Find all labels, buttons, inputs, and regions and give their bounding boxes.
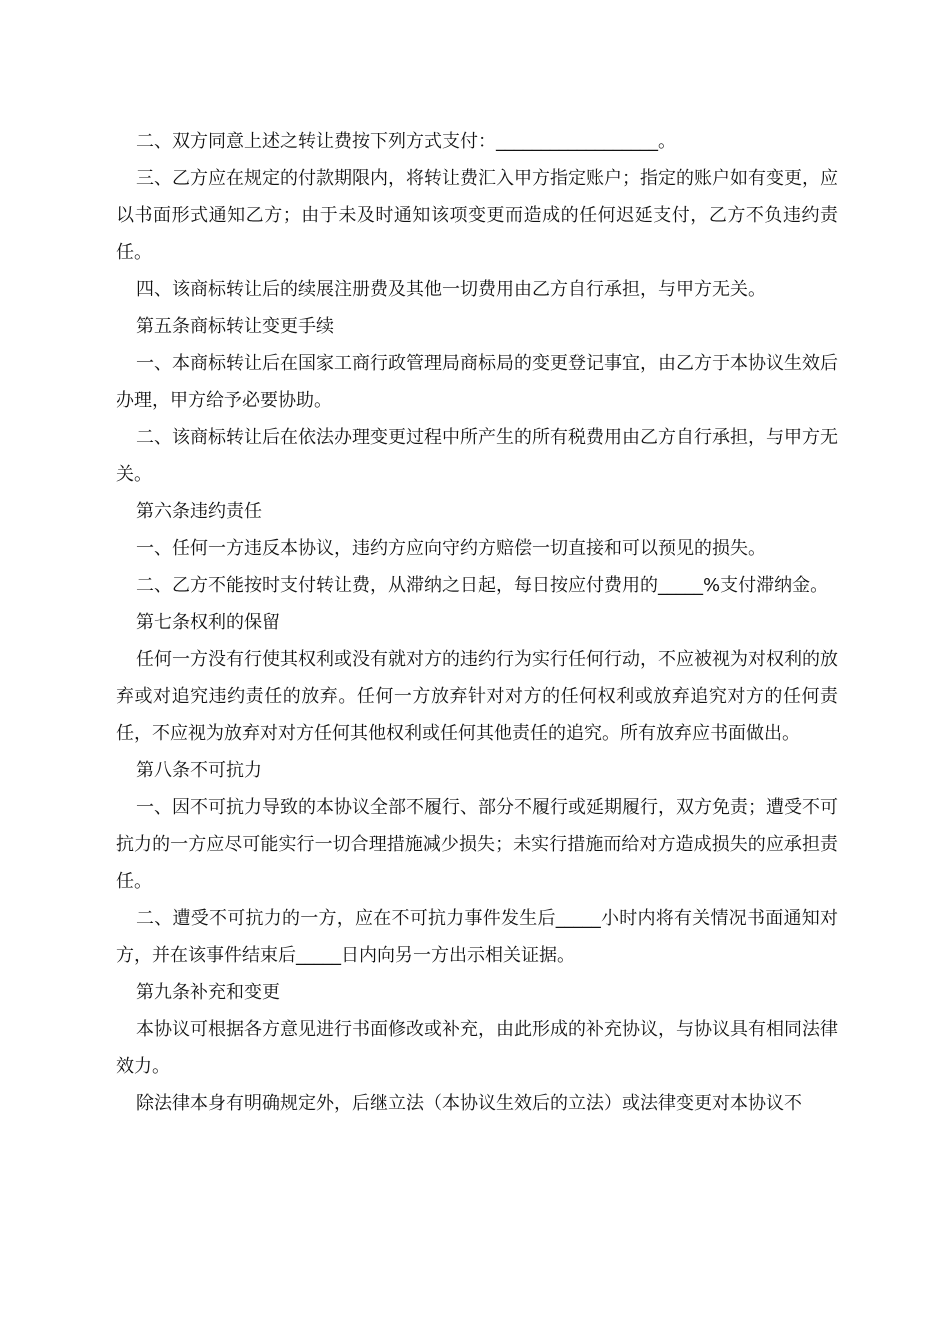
paragraph-payment-account: 三、乙方应在规定的付款期限内，将转让费汇入甲方指定账户；指定的账户如有变更，应以书面形式通知乙方；由于未及时通知该项变更而造成的任何迟延支付，乙方不负违约责任。 <box>116 168 838 263</box>
section-heading-article-8: 第八条不可抗力 <box>136 760 262 781</box>
paragraph-taxes: 二、该商标转让后在依法办理变更过程中所产生的所有税费用由乙方自行承担，与甲方无关。 <box>116 427 838 485</box>
section-heading-article-6: 第六条违约责任 <box>136 501 262 522</box>
paragraph-amendment: 本协议可根据各方意见进行书面修改或补充，由此形成的补充协议，与协议具有相同法律效力。 <box>116 1019 838 1077</box>
paragraph-late-fee: 二、乙方不能按时支付转让费，从滞纳之日起，每日按应付费用的_____%支付滞纳金。 <box>136 575 829 596</box>
section-heading-article-5: 第五条商标转让变更手续 <box>136 316 334 337</box>
section-heading-article-9: 第九条补充和变更 <box>136 982 280 1003</box>
section-heading-article-7: 第七条权利的保留 <box>136 612 280 633</box>
paragraph-force-majeure-exemption: 一、因不可抗力导致的本协议全部不履行、部分不履行或延期履行，双方免责；遭受不可抗力的一方应尽可能实行一切合理措施减少损失；未实行措施而给对方造成损失的应承担责任。 <box>116 797 838 892</box>
paragraph-renewal-fees: 四、该商标转让后的续展注册费及其他一切费用由乙方自行承担，与甲方无关。 <box>136 279 766 300</box>
paragraph-reservation-of-rights: 任何一方没有行使其权利或没有就对方的违约行为实行任何行动，不应被视为对权利的放弃或对追究违约责任的放弃。任何一方放弃针对对方的任何权利或放弃追究对方的任何责任，不应视为放弃对对方任何其他权利或任何其他责任的追究。所有放弃应书面做出。 <box>116 649 838 744</box>
paragraph-breach-compensation: 一、任何一方违反本协议，违约方应向守约方赔偿一切直接和可以预见的损失。 <box>136 538 766 559</box>
paragraph-registration-change: 一、本商标转让后在国家工商行政管理局商标局的变更登记事宜，由乙方于本协议生效后办理，甲方给予必要协助。 <box>116 353 838 411</box>
paragraph-subsequent-legislation: 除法律本身有明确规定外，后继立法（本协议生效后的立法）或法律变更对本协议不 <box>136 1093 802 1114</box>
paragraph-force-majeure-notice: 二、遭受不可抗力的一方，应在不可抗力事件发生后_____小时内将有关情况书面通知对方，并在该事件结束后_____日内向另一方出示相关证据。 <box>116 908 838 966</box>
document-body <box>116 123 838 1122</box>
paragraph-payment-method: 二、双方同意上述之转让费按下列方式支付：__________________。 <box>136 131 676 152</box>
